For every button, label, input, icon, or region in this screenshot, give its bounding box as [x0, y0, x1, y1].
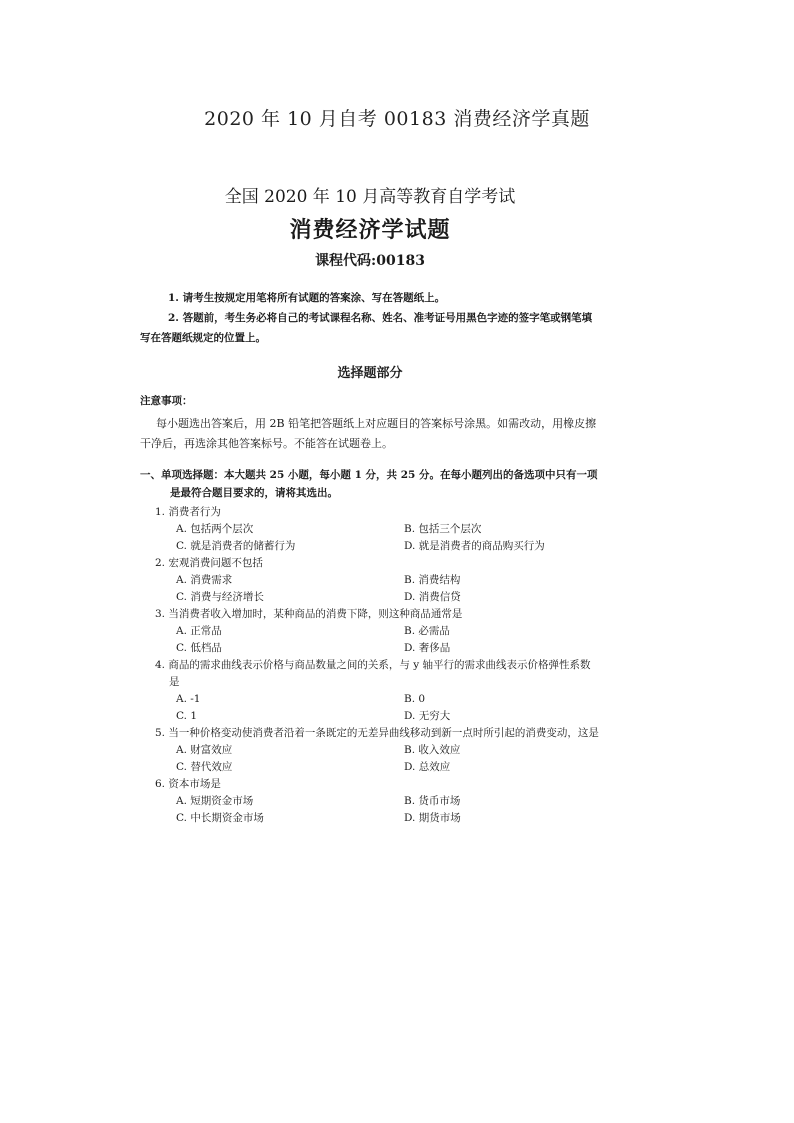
option-a: A. 财富效应 [176, 744, 233, 756]
option-d: D. 期货市场 [404, 812, 461, 824]
instruction-2: 2. 答题前，考生务必将自己的考试课程名称、姓名、准考证号用黑色字迹的签字笔或钢笔填写在答题纸规定的位置上。 [140, 312, 593, 344]
option-c: C. 替代效应 [176, 761, 233, 773]
notes-label: 注意事项： [140, 395, 193, 407]
instructions [140, 288, 600, 348]
option-b: B. 货币市场 [404, 795, 461, 807]
question-4 [140, 657, 600, 725]
question-3 [140, 606, 600, 657]
notes-body: 每小题选出答案后，用 2B 铅笔把答题纸上对应题目的答案标号涂黑。如需改动，用橡皮擦干净后，再选涂其他答案标号。不能答在试题卷上。 [140, 417, 597, 450]
option-c: C. 低档品 [176, 642, 222, 654]
option-a: A. -1 [176, 693, 201, 705]
option-d: D. 无穷大 [404, 710, 451, 722]
option-c: C. 就是消费者的储蓄行为 [176, 540, 296, 552]
course-code: 课程代码:00183 [315, 253, 425, 269]
document-title: 2020 年 10 月自考 00183 消费经济学真题 [204, 108, 590, 130]
option-b: B. 消费结构 [404, 574, 461, 586]
option-c: C. 消费与经济增长 [176, 591, 264, 603]
question-stem: 3. 当消费者收入增加时，某种商品的消费下降，则这种商品通常是 [155, 608, 463, 620]
option-c: C. 中长期资金市场 [176, 812, 264, 824]
question-stem: 5. 当一种价格变动使消费者沿着一条既定的无差异曲线移动到新一点时所引起的消费变动，这是 [155, 727, 599, 739]
option-b: B. 收入效应 [404, 744, 461, 756]
option-d: D. 奢侈品 [404, 642, 451, 654]
option-d: D. 就是消费者的商品购买行为 [404, 540, 545, 552]
option-a: A. 包括两个层次 [176, 523, 254, 535]
option-c: C. 1 [176, 710, 198, 722]
option-d: D. 消费信贷 [404, 591, 461, 603]
instruction-1: 1. 请考生按规定用笔将所有试题的答案涂、写在答题纸上。 [168, 292, 446, 304]
exam-subject: 消费经济学试题 [289, 217, 451, 243]
question-stem: 1. 消费者行为 [155, 506, 221, 518]
question-stem: 2. 宏观消费问题不包括 [155, 557, 263, 569]
option-b: B. 包括三个层次 [404, 523, 482, 535]
question-list [140, 504, 600, 827]
option-a: A. 消费需求 [176, 574, 233, 586]
question-5 [140, 725, 600, 776]
option-b: B. 0 [404, 693, 426, 705]
part-title: 选择题部分 [337, 366, 403, 381]
question-stem: 6. 资本市场是 [155, 778, 221, 790]
option-b: B. 必需品 [404, 625, 450, 637]
scanned-exam-page [140, 180, 600, 827]
section-heading: 一、单项选择题：本大题共 25 小题，每小题 1 分，共 25 分。在每小题列出的备选项中只有一项是最符合题目要求的，请将其选出。 [140, 469, 598, 499]
question-stem: 4. 商品的需求曲线表示价格与商品数量之间的关系，与 y 轴平行的需求曲线表示价格弹性系数是 [155, 659, 591, 688]
question-1 [140, 504, 600, 555]
exam-name: 全国 2020 年 10 月高等教育自学考试 [224, 187, 516, 207]
question-2 [140, 555, 600, 606]
question-6 [140, 776, 600, 827]
option-a: A. 正常品 [176, 625, 222, 637]
option-d: D. 总效应 [404, 761, 451, 773]
option-a: A. 短期资金市场 [176, 795, 254, 807]
